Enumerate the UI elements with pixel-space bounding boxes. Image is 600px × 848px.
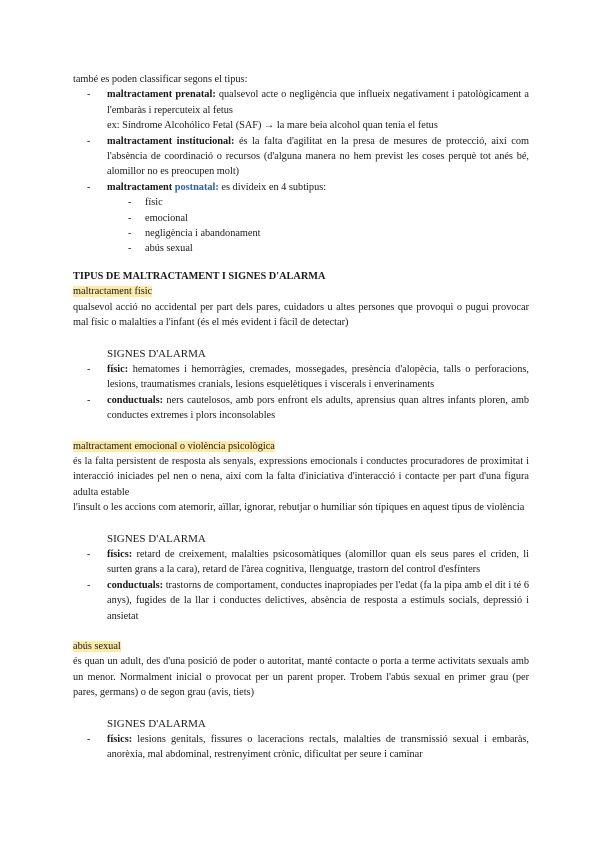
item-text: es divideix en 4 subtipus: xyxy=(218,181,327,193)
section-physical xyxy=(73,284,529,423)
term: físics: xyxy=(107,734,133,746)
term: maltractament xyxy=(107,181,175,193)
item-text: qualsevol acte o negligència que influeix negativament i patològicament a l'embaràs i repercuteix al fetus xyxy=(107,89,529,116)
section-title: maltractament emocional o violència psicològica xyxy=(73,440,275,452)
list-item: - abús sexual xyxy=(73,241,529,256)
intro-text: també es poden classificar segons el tipus: xyxy=(73,74,248,85)
list-item xyxy=(73,134,529,180)
list-item xyxy=(73,180,529,195)
list-item xyxy=(73,547,529,578)
list-item xyxy=(73,393,529,424)
item-text: retard de creixement, malalties psicosomàtiques (alomillor quan els seus pares el criden, li surten grans a la cara), retard de l'àrea cognitiva, llenguatge, trastorn del control d'esfínters xyxy=(107,548,529,576)
signs-list xyxy=(73,547,529,624)
item-text: trastorns de comportament, conductes inapropiades per l'edat (fa la pipa amb el dit i té 6 anys), fugides de la llar i conductes delictives, absència de resposta a estímuls socials, depressió i ansietat xyxy=(107,579,529,622)
list-item: - emocional xyxy=(73,211,529,226)
term: maltractament institucional: xyxy=(107,135,235,147)
document-page xyxy=(73,72,529,763)
item-text: ners cautelosos, amb pors enfront els adults, aprensius quan altres infants ploren, amb conductes extremes i plors inconsolables xyxy=(107,394,529,422)
signes-label: SIGNES D'ALARMA xyxy=(107,717,206,730)
signes-label: SIGNES D'ALARMA xyxy=(107,347,206,360)
term-highlight: postnatal: xyxy=(174,181,219,193)
subtypes-list xyxy=(73,195,529,257)
item-text: lesions genitals, fissures o laceracions rectals, malalties de transmissió sexual i embaràs, anorèxia, mal abdominal, restrenyiment crònic, dificultat per seure i caminar xyxy=(107,734,529,761)
list-item xyxy=(73,362,529,393)
section-title: maltractament físic xyxy=(73,286,153,298)
section-sexual-abuse xyxy=(73,639,529,763)
term: físic: xyxy=(107,363,129,375)
term: conductuals: xyxy=(107,394,164,406)
list-item: - negligència i abandonament xyxy=(73,226,529,241)
list-item xyxy=(73,732,529,763)
types-list xyxy=(73,87,529,195)
paragraph: l'insult o les accions com atemorir, aïllar, ignorar, rebutjar o humiliar són típiques en aquest tipus de violència xyxy=(73,502,525,514)
section-title: abús sexual xyxy=(73,641,121,652)
section-emotional xyxy=(73,439,529,624)
list-item: - físic xyxy=(73,195,529,210)
paragraph: qualsevol acció no accidental per part dels pares, cuidadors u altes persones que provoqui o pugui provocar mal físic o malalties a l'infant (és el més evident i fàcil de detectar) xyxy=(73,301,529,329)
paragraph: és quan un adult, des d'una posició de poder o autoritat, manté contacte o porta a terme activitats sexuals amb un menor. Normalment inicial o provocat per un parent proper. Trobem l'abús sexual en primer grau (per pares, germans) o de segon grau (avis, tiets) xyxy=(73,656,529,699)
term: físics: xyxy=(107,548,133,560)
term: conductuals: xyxy=(107,579,164,591)
item-text: és la falta d'agilitat en la presa de mesures de protecció, així com l'absència de coordinació o recursos (d'alguna manera no hem previst les coses perquè tot anés bé, alomillor no es preocupen molt) xyxy=(107,135,530,178)
prenatal-example: ex: Síndrome Alcohólico Fetal (SAF) → la mare beia alcohol quan tenia el fetus xyxy=(107,120,438,132)
paragraph: és la falta persistent de resposta als senyals, expressions emocionals i conductes procuradores de proximitat i interacció iniciades pel nen o nena, així com la falta d'iniciativa d'interacció i contacte per part d'una figura adulta estable xyxy=(73,455,529,498)
item-text: hematomes i hemorràgies, cremades, mossegades, presència d'alopècia, talls o perforacions, lesions, traumatismes cranials, lesions esquelètiques i viscerals i enverinaments xyxy=(107,363,529,391)
signs-list xyxy=(73,732,529,763)
section-heading: TIPUS DE MALTRACTAMENT I SIGNES D'ALARMA xyxy=(73,270,326,282)
signs-list xyxy=(73,362,529,424)
signes-label: SIGNES D'ALARMA xyxy=(107,532,206,545)
list-item xyxy=(73,87,529,133)
list-item xyxy=(73,578,529,624)
term: maltractament prenatal: xyxy=(107,89,216,101)
